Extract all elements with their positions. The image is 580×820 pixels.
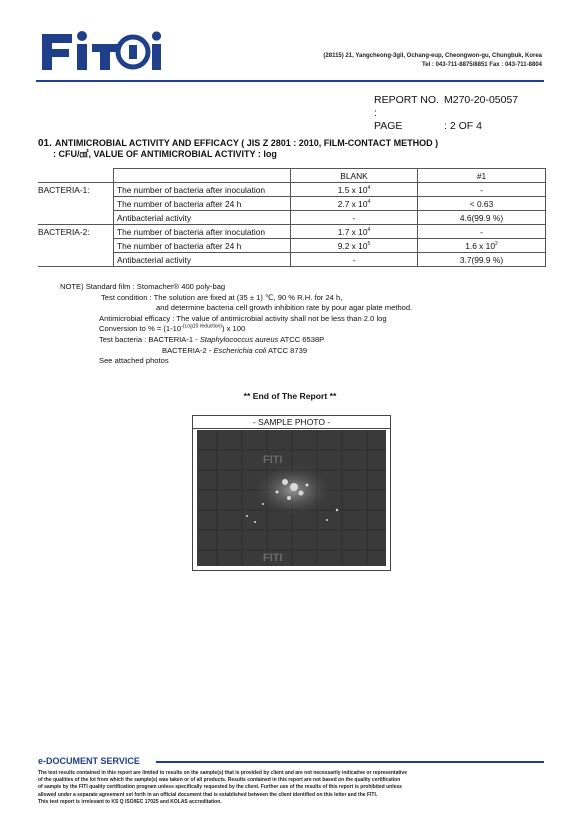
sample-photo-image: [197, 430, 386, 566]
table-row: [38, 225, 546, 239]
footer-divider: [156, 761, 544, 763]
e-document-service-label: e-DOCUMENT SERVICE: [38, 756, 140, 766]
disclaimer-line: allowed under a separate agreement set forth in an official document that is established between the client identified on this letter and the FITI.: [38, 791, 378, 798]
phone-fax-line: Tel : 043-711-8875/8851 Fax : 043-711-8804: [422, 62, 542, 68]
value-mantissa: 1.6 x 10: [465, 240, 496, 251]
value-mantissa: -: [480, 184, 483, 195]
bacteria-2-label: BACTERIA-2 -: [162, 345, 214, 355]
report-number-value: M270-20-05057: [444, 94, 519, 106]
test-item: The number of bacteria after 24 h: [114, 239, 291, 253]
value-mantissa: < 0.63: [469, 198, 494, 209]
disclaimer-line: The test results contained in this report are limited to results on the sample(s) that is provided by client and are not necessarily indicative or representative: [38, 770, 407, 776]
blank-value: [291, 183, 418, 197]
test-item: The number of bacteria after inoculation: [114, 225, 291, 239]
sample-1-value: [418, 253, 546, 267]
note-see-photos: See attached photos: [99, 356, 169, 366]
note-test-condition: Test condition : The solution are fixed at (35 ± 1) ℃, 90 % R.H. for 24 h,: [101, 292, 343, 302]
sample-photo-title: - SAMPLE PHOTO -: [193, 416, 390, 429]
page-label: PAGE: [374, 120, 403, 132]
disclaimer: [38, 770, 543, 806]
value-mantissa: 1.5 x 10: [337, 184, 368, 195]
value-mantissa: -: [352, 254, 356, 265]
value-exponent: 4: [367, 226, 371, 233]
results-table: [38, 168, 546, 267]
blank-value: [291, 239, 418, 253]
conversion-text: Conversion to % = (1-10: [99, 324, 182, 334]
table-row: [38, 211, 546, 225]
sample-1-value: [418, 239, 546, 253]
sample-photo-frame: [192, 415, 391, 571]
test-item: Antibacterial activity: [114, 211, 291, 225]
section-number: 01.: [38, 138, 52, 149]
value-exponent: 4: [367, 198, 371, 205]
note-test-condition-cont: and determine bacteria cell growth inhibition rate by pour agar plate method.: [156, 303, 413, 313]
value-mantissa: -: [352, 212, 356, 223]
report-meta: [374, 94, 518, 133]
conversion-text-end: ) x 100: [221, 324, 246, 334]
bacteria-1-species: Staphylococcus aureus: [199, 334, 279, 344]
conversion-exponent: -(Log10 reduction): [181, 323, 222, 330]
disclaimer-line: of the qualities of the lot from which the sample(s) was taken or of all products. Results contained in this report are not based on the quality certification: [38, 777, 401, 784]
value-mantissa: -: [480, 226, 483, 237]
header-sample-1: #1: [418, 169, 546, 183]
section-title: ANTIMICROBIAL ACTIVITY AND EFFICACY ( JIS Z 2801 : 2010, FILM-CONTACT METHOD ): [54, 138, 439, 148]
page-value: : 2 OF 4: [444, 120, 482, 132]
value-mantissa: 2.7 x 10: [337, 198, 368, 209]
bacteria-2-strain: ATCC 8739: [266, 345, 308, 355]
table-row: [38, 197, 546, 211]
test-item: The number of bacteria after inoculation: [114, 183, 291, 197]
blank-value: [291, 197, 418, 211]
test-item: The number of bacteria after 24 h: [114, 197, 291, 211]
disclaimer-line: of sample by the FITI quality certification program unless specifically requested by the client. Further use of the results of this report is prohibited unless: [38, 784, 402, 791]
notes-block: [60, 282, 520, 367]
header-item: [114, 169, 291, 183]
bacteria-group-label: BACTERIA-1:: [38, 183, 114, 197]
page-row: [374, 120, 518, 133]
note-bacteria-2: [60, 346, 520, 357]
value-mantissa: 3.7(99.9 %): [459, 254, 504, 265]
report-number-row: [374, 94, 518, 120]
sample-1-value: [418, 225, 546, 239]
sample-1-value: [418, 183, 546, 197]
blank-value: [291, 253, 418, 267]
value-exponent: 2: [495, 240, 498, 247]
note-standard-film: NOTE) Standard film : Stomacher® 400 poly-bag: [60, 282, 226, 291]
bacteria-group-label: BACTERIA-2:: [38, 225, 114, 239]
sample-photo: [197, 430, 386, 566]
report-number-label: REPORT NO. :: [374, 94, 439, 119]
table-body: [38, 183, 546, 267]
photo-watermark: FITI: [263, 454, 283, 466]
value-mantissa: 4.6(99.9 %): [459, 212, 504, 223]
bacteria-2-species: Escherichia coli: [213, 345, 267, 355]
header-blank: BLANK: [291, 169, 418, 183]
photo-watermark-bottom: FITI: [263, 552, 283, 564]
value-exponent: 4: [367, 184, 371, 191]
table-header-row: [38, 169, 546, 183]
section-subtitle: : CFU/㎠, VALUE OF ANTIMICROBIAL ACTIVITY : log: [53, 149, 277, 159]
table-row: [38, 183, 546, 197]
sample-1-value: [418, 197, 546, 211]
company-address: [323, 52, 542, 70]
value-mantissa: 9.2 x 10: [337, 240, 368, 251]
header-spacer: [38, 169, 114, 183]
table-row: [38, 239, 546, 253]
disclaimer-line: This test report is irrelevant to KS Q ISO/IEC 17025 and KOLAS accreditation.: [38, 798, 222, 805]
address-line: (28115) 21, Yangcheong-3gil, Ochang-eup, Cheongwon-gu, Chungbuk, Korea: [323, 53, 542, 59]
end-of-report: ** End of The Report **: [243, 391, 337, 401]
header-divider: [36, 80, 544, 82]
sample-1-value: [418, 211, 546, 225]
bacteria-group-label: [38, 211, 114, 225]
bacteria-1-strain: ATCC 6538P: [278, 334, 325, 344]
note-bacteria-1: [60, 335, 520, 346]
section-heading: [38, 138, 548, 160]
bacteria-group-label: [38, 197, 114, 211]
note-conversion: [60, 324, 520, 335]
blank-value: [291, 211, 418, 225]
value-exponent: 5: [367, 240, 371, 247]
test-item: Antibacterial activity: [114, 253, 291, 267]
value-mantissa: 1.7 x 10: [337, 226, 368, 237]
bacteria-1-label: Test bacteria : BACTERIA-1 -: [99, 334, 200, 344]
bacteria-group-label: [38, 253, 114, 267]
fiti-logo: [36, 22, 166, 80]
note-efficacy: Antimicrobial efficacy : The value of antimicrobial activity shall not be less than 2.0 log: [99, 313, 387, 323]
fiti-logo-graphic: [36, 22, 166, 80]
table-row: [38, 253, 546, 267]
bacteria-group-label: [38, 239, 114, 253]
blank-value: [291, 225, 418, 239]
